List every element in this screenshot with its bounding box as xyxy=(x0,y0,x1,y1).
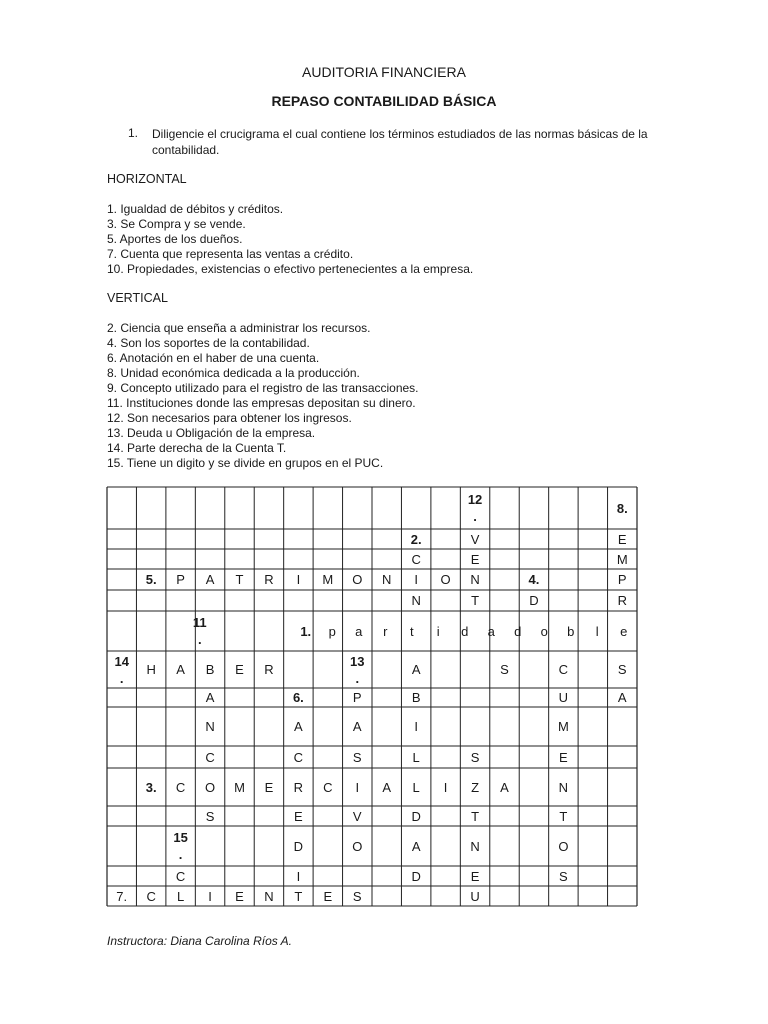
vertical-clue: 8. Unidad económica dedicada a la producción. xyxy=(107,366,360,380)
crossword-cell xyxy=(401,571,430,588)
crossword-letter: N xyxy=(382,572,392,587)
crossword-cell xyxy=(343,653,372,687)
crossword-cell xyxy=(608,531,637,548)
crossword-cell xyxy=(284,838,313,855)
crossword-letter: T xyxy=(235,572,244,587)
crossword-letter: . xyxy=(119,670,124,686)
crossword-cell xyxy=(460,808,489,825)
crossword-cell xyxy=(452,623,479,640)
crossword-letter: R xyxy=(264,662,274,677)
crossword-letter: 12 xyxy=(467,492,483,507)
crossword-cell xyxy=(425,623,452,640)
crossword-letter: L xyxy=(412,779,420,795)
crossword-letter: I xyxy=(208,888,212,904)
crossword-cell xyxy=(284,749,313,766)
crossword-cell xyxy=(460,868,489,885)
crossword-cell xyxy=(460,491,489,525)
crossword-letter: . xyxy=(178,847,183,862)
crossword-letter: A xyxy=(382,779,392,795)
crossword-cell xyxy=(254,779,283,796)
crossword-cell xyxy=(608,571,637,588)
crossword-letter: E xyxy=(294,808,303,824)
crossword-letter: A xyxy=(176,662,185,677)
crossword-cell xyxy=(195,808,224,825)
vertical-clue: 6. Anotación en el haber de una cuenta. xyxy=(107,351,320,365)
crossword-letter: V xyxy=(352,808,362,824)
crossword-cell xyxy=(293,623,320,640)
vertical-clue: 14. Parte derecha de la Cuenta T. xyxy=(107,441,287,455)
crossword-cell xyxy=(107,888,136,905)
crossword-letter: C xyxy=(175,779,186,795)
crossword-cell xyxy=(136,661,165,678)
crossword-letter: e xyxy=(620,623,628,639)
crossword-letter: I xyxy=(296,868,301,884)
crossword-letter: E xyxy=(235,662,244,677)
crossword-letter: o xyxy=(540,623,548,639)
crossword-cell xyxy=(460,571,489,588)
horizontal-clue: 3. Se Compra y se vende. xyxy=(107,217,246,231)
crossword-cell xyxy=(343,808,372,825)
crossword-cell xyxy=(187,614,214,648)
crossword-cell xyxy=(584,623,611,640)
crossword-cell xyxy=(284,868,313,885)
crossword-cell xyxy=(460,531,489,548)
crossword-letter: 4. xyxy=(528,572,540,587)
crossword-letter: C xyxy=(293,749,304,765)
crossword-letter: O xyxy=(352,838,363,854)
crossword-cell xyxy=(195,571,224,588)
crossword-letter: D xyxy=(529,593,539,608)
crossword-letter: S xyxy=(500,662,509,677)
crossword-cell xyxy=(166,829,195,863)
crossword-letter: t xyxy=(409,623,414,639)
crossword-cell xyxy=(490,661,519,678)
crossword-letter: D xyxy=(411,868,421,884)
crossword-letter: O xyxy=(204,779,216,795)
vertical-clue: 9. Concepto utilizado para el registro de las transacciones. xyxy=(107,381,419,395)
crossword-letter: 14 xyxy=(114,653,129,669)
crossword-letter: I xyxy=(443,779,448,795)
crossword-letter: 1. xyxy=(300,623,312,639)
crossword-cell xyxy=(399,623,426,640)
crossword-letter: E xyxy=(470,868,480,884)
crossword-cell xyxy=(343,749,372,766)
crossword-cell xyxy=(549,838,578,855)
crossword-letter: T xyxy=(559,808,568,824)
instructor-credit: Instructora: Diana Carolina Ríos A. xyxy=(107,934,292,948)
crossword-cell xyxy=(136,571,165,588)
crossword-letter: N xyxy=(205,719,215,734)
crossword-letter: C xyxy=(205,749,215,765)
crossword-cell xyxy=(401,808,430,825)
crossword-letter: l xyxy=(595,623,599,639)
crossword-cell xyxy=(284,718,313,735)
crossword-letter: C xyxy=(558,662,569,677)
crossword-letter: I xyxy=(414,572,418,587)
crossword-cell xyxy=(401,718,430,735)
crossword-letter: T xyxy=(471,808,480,824)
crossword-letter: 11 xyxy=(192,615,207,630)
crossword-letter: N xyxy=(470,572,480,587)
crossword-letter: U xyxy=(558,690,569,705)
crossword-letter: A xyxy=(205,572,215,587)
crossword-cell xyxy=(431,571,460,588)
crossword-letter: V xyxy=(470,531,480,547)
crossword-cell xyxy=(166,661,195,678)
crossword-cell xyxy=(313,888,342,905)
crossword-cell xyxy=(549,718,578,735)
crossword-letter: R xyxy=(264,572,274,587)
crossword-cell xyxy=(549,661,578,678)
crossword-cell xyxy=(343,779,372,796)
crossword-letter: R xyxy=(617,593,627,608)
crossword-letter: A xyxy=(205,690,215,705)
crossword-letter: r xyxy=(383,623,388,639)
crossword-letter: S xyxy=(559,868,568,884)
vertical-clue: 12. Son necesarios para obtener los ingresos. xyxy=(107,411,352,425)
crossword-cell xyxy=(284,888,313,905)
crossword-letter: E xyxy=(559,749,568,765)
crossword-cell xyxy=(225,888,254,905)
crossword-cell xyxy=(166,779,195,796)
crossword-cell xyxy=(195,779,224,796)
crossword-cell xyxy=(401,868,430,885)
crossword-letter: E xyxy=(323,888,333,904)
crossword-cell xyxy=(460,838,489,855)
crossword-cell xyxy=(401,592,430,609)
crossword-cell xyxy=(136,779,165,796)
crossword-letter: 13 xyxy=(350,653,365,669)
crossword-letter: R xyxy=(293,779,304,795)
crossword-letter: N xyxy=(470,838,480,854)
crossword-letter: M xyxy=(616,551,628,567)
crossword-cell xyxy=(558,623,585,640)
crossword-cell xyxy=(284,689,313,706)
crossword-letter: Z xyxy=(471,779,480,795)
crossword-letter: P xyxy=(176,572,185,587)
crossword-letter: S xyxy=(617,662,627,677)
crossword-cell xyxy=(401,551,430,568)
crossword-cell xyxy=(519,592,548,609)
crossword-letter: A xyxy=(411,838,421,854)
crossword-letter: A xyxy=(411,662,421,677)
crossword-letter: U xyxy=(470,888,480,904)
crossword-cell xyxy=(478,623,505,640)
crossword-letter: E xyxy=(264,779,274,795)
crossword-cell xyxy=(401,661,430,678)
crossword-cell xyxy=(343,838,372,855)
crossword-cell xyxy=(372,779,401,796)
crossword-cell xyxy=(319,623,346,640)
crossword-cell xyxy=(460,551,489,568)
crossword-cell xyxy=(549,749,578,766)
crossword-cell xyxy=(608,551,637,568)
crossword-letter: B xyxy=(205,662,215,677)
crossword-cell xyxy=(608,592,637,609)
crossword-letter: T xyxy=(471,593,480,608)
crossword-letter: M xyxy=(557,719,569,734)
crossword-letter: S xyxy=(205,808,215,824)
crossword-letter: b xyxy=(567,623,575,639)
crossword-cell xyxy=(343,718,372,735)
crossword-letter: . xyxy=(355,670,360,686)
crossword-cell xyxy=(608,661,637,678)
crossword-letter: C xyxy=(323,779,333,795)
crossword-letter: B xyxy=(411,690,421,705)
crossword-cell xyxy=(343,571,372,588)
crossword-cell xyxy=(313,571,342,588)
crossword-cell xyxy=(195,689,224,706)
crossword-cell xyxy=(549,868,578,885)
crossword-letter: O xyxy=(352,572,363,587)
crossword-letter: P xyxy=(617,572,627,587)
crossword-cell xyxy=(531,623,558,640)
crossword-cell xyxy=(401,689,430,706)
crossword-letter: d xyxy=(461,623,469,639)
vertical-clue: 15. Tiene un digito y se divide en grupos en el PUC. xyxy=(107,456,384,470)
crossword-letter: I xyxy=(414,719,418,734)
crossword-cell xyxy=(372,623,399,640)
crossword-letter: 2. xyxy=(410,531,422,547)
horizontal-clue: 1. Igualdad de débitos y créditos. xyxy=(107,202,284,216)
crossword-cell xyxy=(608,500,637,517)
crossword-cell xyxy=(136,888,165,905)
vertical-clue: 4. Son los soportes de la contabilidad. xyxy=(107,336,310,350)
crossword-letter: 3. xyxy=(145,779,157,795)
horizontal-clue: 10. Propiedades, existencias o efectivo pertenecientes a la empresa. xyxy=(107,262,474,276)
crossword-cell xyxy=(195,749,224,766)
crossword-letter: i xyxy=(436,623,440,639)
crossword-cell xyxy=(431,779,460,796)
crossword-letter: d xyxy=(514,623,522,639)
crossword-cell xyxy=(195,888,224,905)
crossword-letter: 8. xyxy=(616,500,628,516)
crossword-letter: 15 xyxy=(173,830,188,845)
document-subtitle: REPASO CONTABILIDAD BÁSICA xyxy=(271,93,497,109)
vertical-clue: 2. Ciencia que enseña a administrar los recursos. xyxy=(107,321,371,335)
crossword-cell xyxy=(401,838,430,855)
horizontal-clue: 7. Cuenta que representa las ventas a crédito. xyxy=(107,247,354,261)
vertical-clue: 13. Deuda u Obligación de la empresa. xyxy=(107,426,316,440)
crossword-letter: . xyxy=(197,632,202,647)
horizontal-heading: HORIZONTAL xyxy=(107,172,187,186)
crossword-letter: 6. xyxy=(292,690,304,705)
crossword-letter: N xyxy=(411,593,421,608)
crossword-letter: A xyxy=(617,690,627,705)
crossword-cell xyxy=(346,623,373,640)
crossword-letter: E xyxy=(470,551,480,567)
crossword-letter: T xyxy=(294,888,303,904)
crossword-cell xyxy=(225,661,254,678)
crossword-letter: p xyxy=(328,623,336,639)
vertical-heading: VERTICAL xyxy=(107,291,168,305)
crossword-cell xyxy=(225,779,254,796)
crossword-letter: a xyxy=(355,623,363,639)
crossword-cell xyxy=(284,779,313,796)
crossword-cell xyxy=(195,718,224,735)
crossword-cell xyxy=(460,779,489,796)
crossword-letter: O xyxy=(558,838,569,854)
crossword-cell xyxy=(460,888,489,905)
crossword-letter: N xyxy=(558,779,569,795)
crossword-letter: L xyxy=(176,888,185,904)
crossword-letter: C xyxy=(175,868,186,884)
crossword-cell xyxy=(519,571,548,588)
crossword-letter: E xyxy=(617,531,627,547)
crossword-cell xyxy=(372,571,401,588)
crossword-letter: I xyxy=(296,572,301,587)
vertical-clue: 11. Instituciones donde las empresas depositan su dinero. xyxy=(107,396,416,410)
horizontal-clue: 5. Aportes de los dueños. xyxy=(107,232,243,246)
crossword-cell xyxy=(254,888,283,905)
crossword-letter: C xyxy=(146,888,156,904)
crossword-letter: C xyxy=(411,551,421,567)
instruction-number: 1. xyxy=(128,126,139,140)
instruction-text: Diligencie el crucigrama el cual contiene los términos estudiados de las normas básicas de la contabilidad. xyxy=(152,127,648,157)
crossword-cell xyxy=(401,779,430,796)
crossword-cell xyxy=(549,808,578,825)
crossword-letter: E xyxy=(235,888,244,904)
crossword-letter: . xyxy=(473,509,477,524)
crossword-cell xyxy=(608,689,637,706)
crossword-cell xyxy=(460,749,489,766)
document-title: AUDITORIA FINANCIERA xyxy=(302,64,466,80)
crossword-cell xyxy=(343,689,372,706)
crossword-letter: S xyxy=(352,888,362,904)
crossword-cell xyxy=(611,623,638,640)
crossword-cell xyxy=(401,749,430,766)
crossword-cell xyxy=(254,661,283,678)
crossword-letter: M xyxy=(322,572,334,587)
crossword-letter: D xyxy=(411,808,421,824)
crossword-cell xyxy=(284,571,313,588)
crossword-cell xyxy=(284,808,313,825)
crossword-letter: a xyxy=(487,623,495,639)
crossword-letter: H xyxy=(146,662,156,677)
crossword-cell xyxy=(107,653,136,687)
crossword-letter: L xyxy=(412,749,420,765)
crossword-letter: A xyxy=(500,779,509,795)
crossword-cell xyxy=(166,888,195,905)
crossword-letter: A xyxy=(294,719,303,734)
crossword-cell xyxy=(490,779,519,796)
crossword-cell xyxy=(166,571,195,588)
crossword-letter: M xyxy=(234,779,245,795)
crossword-letter: I xyxy=(355,779,360,795)
crossword-cell xyxy=(343,888,372,905)
crossword-cell xyxy=(195,661,224,678)
crossword-cell xyxy=(549,689,578,706)
crossword-letter: D xyxy=(293,838,304,854)
crossword-cell xyxy=(505,623,532,640)
crossword-letter: A xyxy=(352,719,362,734)
crossword-cell xyxy=(401,531,430,548)
crossword-letter: 7. xyxy=(116,888,128,904)
crossword-cell xyxy=(313,779,342,796)
crossword-letter: S xyxy=(470,749,480,765)
crossword-letter: N xyxy=(264,888,274,904)
crossword-letter: P xyxy=(352,690,362,705)
crossword-cell xyxy=(549,779,578,796)
crossword-cell xyxy=(460,592,489,609)
crossword-letter: S xyxy=(352,749,362,765)
crossword-letter: O xyxy=(440,572,451,587)
crossword-cell xyxy=(254,571,283,588)
crossword-cell xyxy=(166,868,195,885)
crossword-cell xyxy=(225,571,254,588)
crossword-letter: 5. xyxy=(145,572,157,587)
